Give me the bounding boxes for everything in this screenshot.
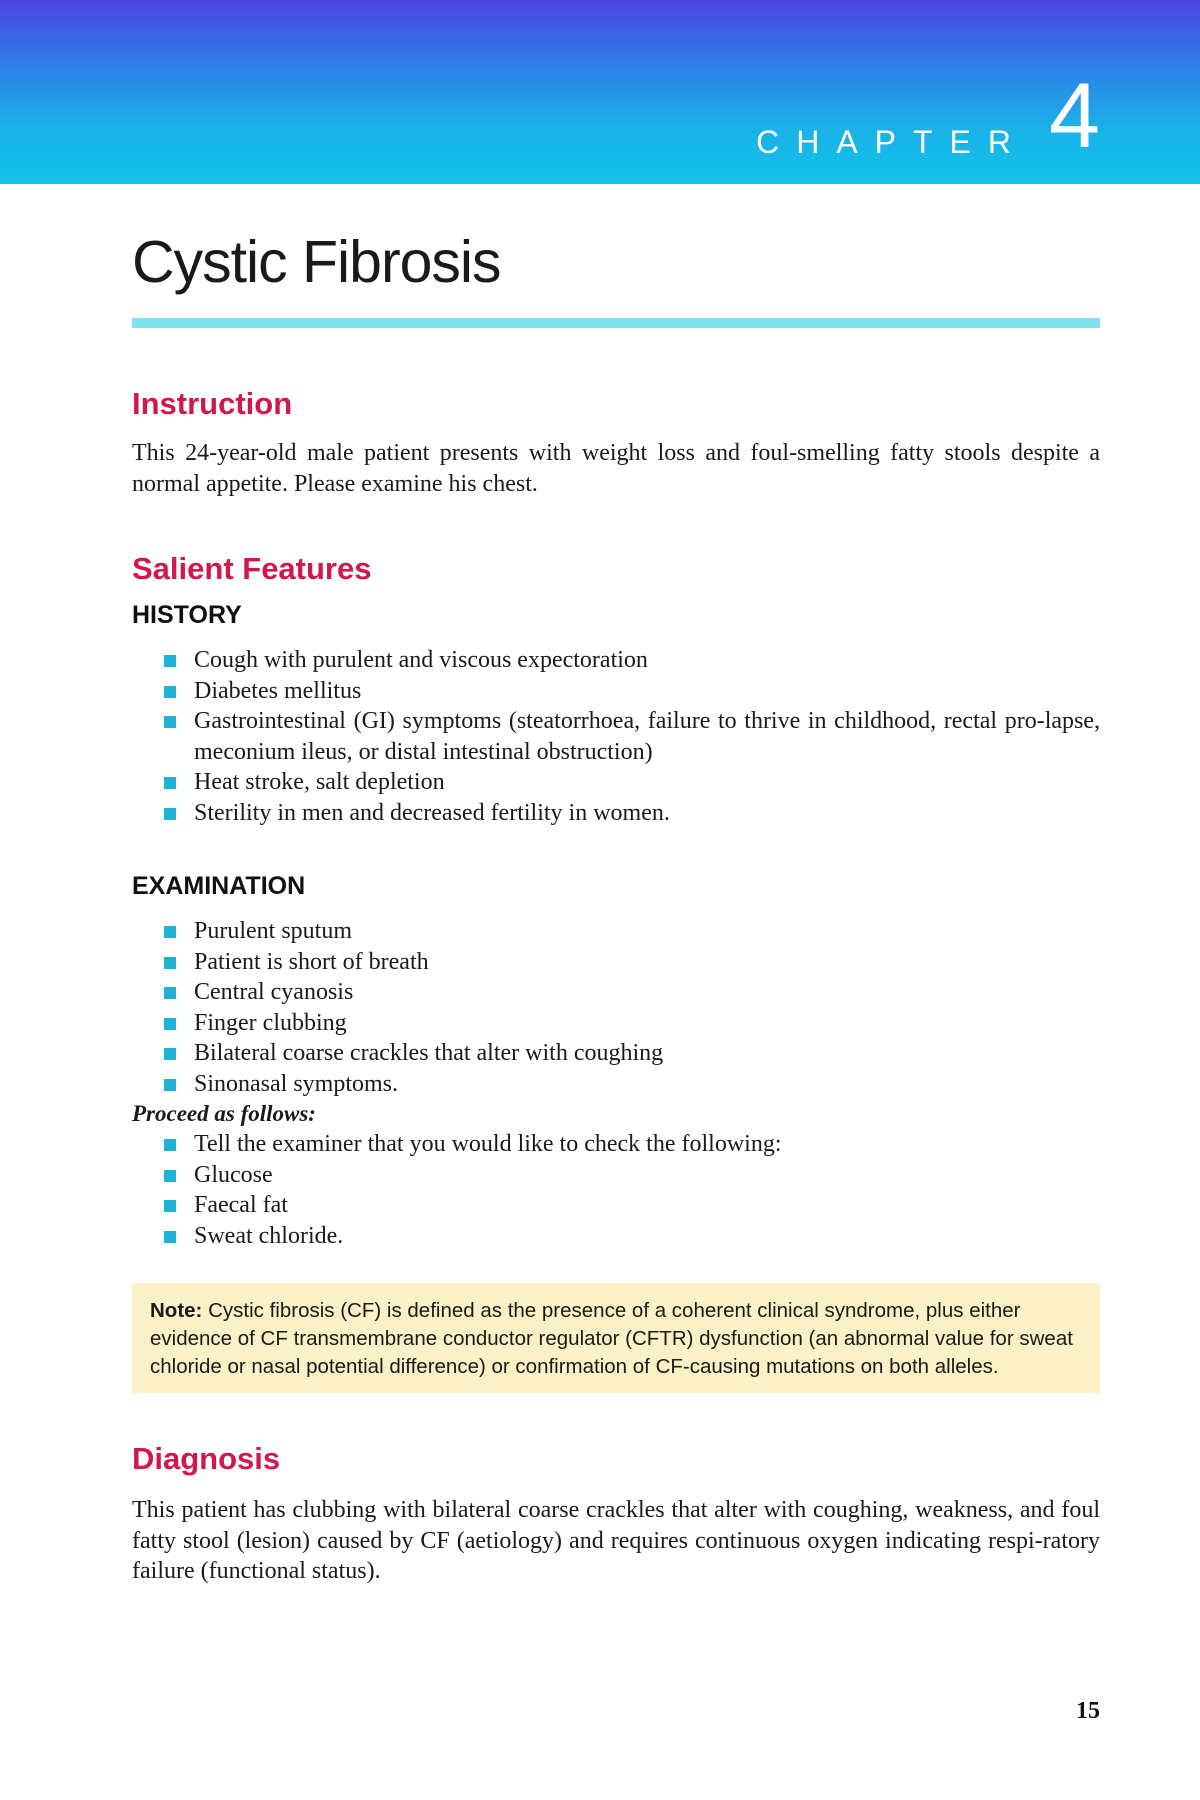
list-item: Purulent sputum [194, 916, 1100, 947]
bullet-square-icon [164, 987, 176, 999]
list-item: Gastrointestinal (GI) symptoms (steatorrhoea, failure to thrive in childhood, rectal pro-lapse, meconium ileus, or distal intestinal obstruction) [194, 706, 1100, 767]
chapter-banner [0, 0, 1200, 184]
list-item: Patient is short of breath [194, 947, 1100, 978]
bullet-square-icon [164, 655, 176, 667]
diagnosis-text: This patient has clubbing with bilateral coarse crackles that alter with coughing, weakness, and foul fatty stool (lesion) caused by CF (aetiology) and requires continuous oxygen indicating respi-ratory failure (functional status). [132, 1497, 1100, 1584]
history-list [132, 645, 1100, 828]
note-box [132, 1283, 1100, 1393]
bullet-square-icon [164, 1200, 176, 1212]
chapter-label: CHAPTER [756, 124, 1028, 160]
bullet-square-icon [164, 926, 176, 938]
list-item: Tell the examiner that you would like to check the following: [194, 1129, 1100, 1160]
list-item: Central cyanosis [194, 977, 1100, 1008]
list-item: Diabetes mellitus [194, 676, 1100, 707]
bullet-square-icon [164, 1170, 176, 1182]
bullet-square-icon [164, 716, 176, 728]
list-item: Sterility in men and decreased fertility in women. [194, 798, 1100, 829]
page-title: Cystic Fibrosis [132, 229, 501, 295]
list-item: Heat stroke, salt depletion [194, 767, 1100, 798]
chapter-number: 4 [1048, 65, 1100, 167]
list-item: Cough with purulent and viscous expectoration [194, 645, 1100, 676]
bullet-square-icon [164, 1018, 176, 1030]
bullet-square-icon [164, 957, 176, 969]
instruction-heading: Instruction [132, 386, 293, 421]
diagnosis-heading: Diagnosis [132, 1441, 281, 1476]
salient-features-heading: Salient Features [132, 551, 372, 586]
list-item: Glucose [194, 1160, 1100, 1191]
list-item: Sweat chloride. [194, 1221, 1100, 1252]
list-item: Faecal fat [194, 1190, 1100, 1221]
examination-list [132, 916, 1100, 1099]
bullet-square-icon [164, 1139, 176, 1151]
main-content [132, 382, 1100, 1587]
examination-heading: EXAMINATION [132, 872, 306, 900]
proceed-list [132, 1129, 1100, 1251]
instruction-text: This 24-year-old male patient presents with weight loss and foul-smelling fatty stools despite a normal appetite. Please examine his chest. [132, 440, 1100, 497]
list-item: Bilateral coarse crackles that alter with coughing [194, 1038, 1100, 1069]
list-item: Finger clubbing [194, 1008, 1100, 1039]
bullet-square-icon [164, 686, 176, 698]
list-item: Sinonasal symptoms. [194, 1069, 1100, 1100]
proceed-label: Proceed as follows: [132, 1101, 316, 1126]
bullet-square-icon [164, 808, 176, 820]
bullet-square-icon [164, 1231, 176, 1243]
page-number: 15 [1076, 1698, 1100, 1724]
title-divider [132, 318, 1100, 328]
bullet-square-icon [164, 1079, 176, 1091]
history-heading: HISTORY [132, 601, 242, 629]
note-text: Cystic fibrosis (CF) is defined as the presence of a coherent clinical syndrome, plus either evidence of CF transmembrane conductor regulator (CFTR) dysfunction (an abnormal value for sweat chloride or nasal potential difference) or confirmation of CF-causing mutations on both alleles. [150, 1299, 1073, 1378]
bullet-square-icon [164, 777, 176, 789]
note-label: Note: [150, 1299, 203, 1322]
bullet-square-icon [164, 1048, 176, 1060]
